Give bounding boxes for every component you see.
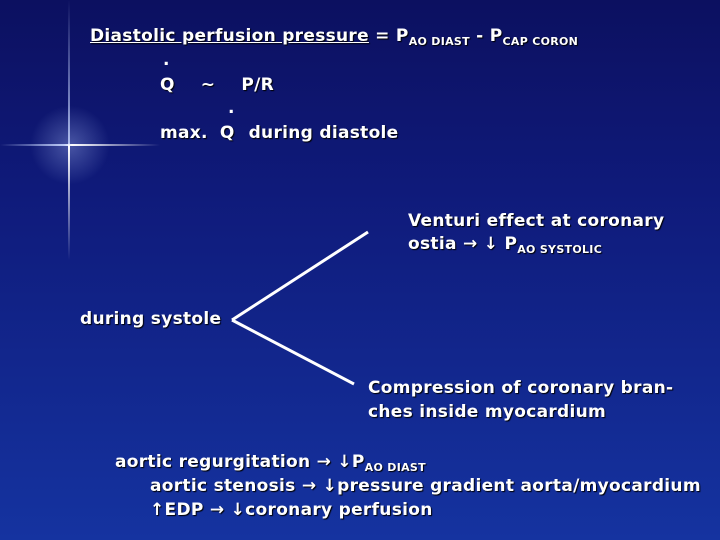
max-prefix: max. bbox=[160, 123, 208, 143]
systole-label: during systole bbox=[80, 309, 222, 329]
perfusion-pressure-formula bbox=[90, 26, 578, 48]
max-q-dot-mark: . bbox=[228, 98, 235, 118]
venturi-sub: AO SYSTOLIC bbox=[517, 243, 603, 256]
formula-label: Diastolic perfusion pressure bbox=[90, 26, 369, 46]
formula-minus: - P bbox=[469, 26, 503, 46]
max-flow-diastole bbox=[160, 123, 399, 143]
max-q: Q bbox=[219, 123, 235, 143]
flow-q: Q bbox=[160, 75, 175, 95]
branch-line-upper bbox=[232, 232, 368, 320]
note-1-sub: AO DIAST bbox=[364, 461, 426, 474]
formula-sub-ao-diast: AO DIAST bbox=[408, 35, 470, 48]
formula-sub-cap-coron: CAP CORON bbox=[502, 35, 579, 48]
formula-equals: = P bbox=[368, 26, 409, 46]
venturi-line-2 bbox=[408, 234, 602, 256]
q-dot-mark: . bbox=[163, 50, 170, 70]
compression-line-2: ches inside myocardium bbox=[368, 402, 607, 422]
note-aortic-stenosis: aortic stenosis → ↓pressure gradient aorta/myocardium bbox=[150, 476, 701, 496]
venturi-line-1: Venturi effect at coronary bbox=[408, 211, 665, 231]
flow-relation bbox=[160, 75, 274, 95]
flow-approx: ~ bbox=[200, 75, 216, 95]
flow-ratio: P/R bbox=[241, 75, 274, 95]
venturi-ostia: ostia → ↓ P bbox=[408, 234, 518, 254]
max-suffix: during diastole bbox=[248, 123, 399, 143]
note-aortic-regurgitation bbox=[115, 452, 426, 474]
branch-line-lower bbox=[232, 320, 354, 384]
note-1-text: aortic regurgitation → ↓P bbox=[115, 452, 365, 472]
note-edp: ↑EDP → ↓coronary perfusion bbox=[150, 500, 433, 520]
compression-line-1: Compression of coronary bran- bbox=[368, 378, 674, 398]
